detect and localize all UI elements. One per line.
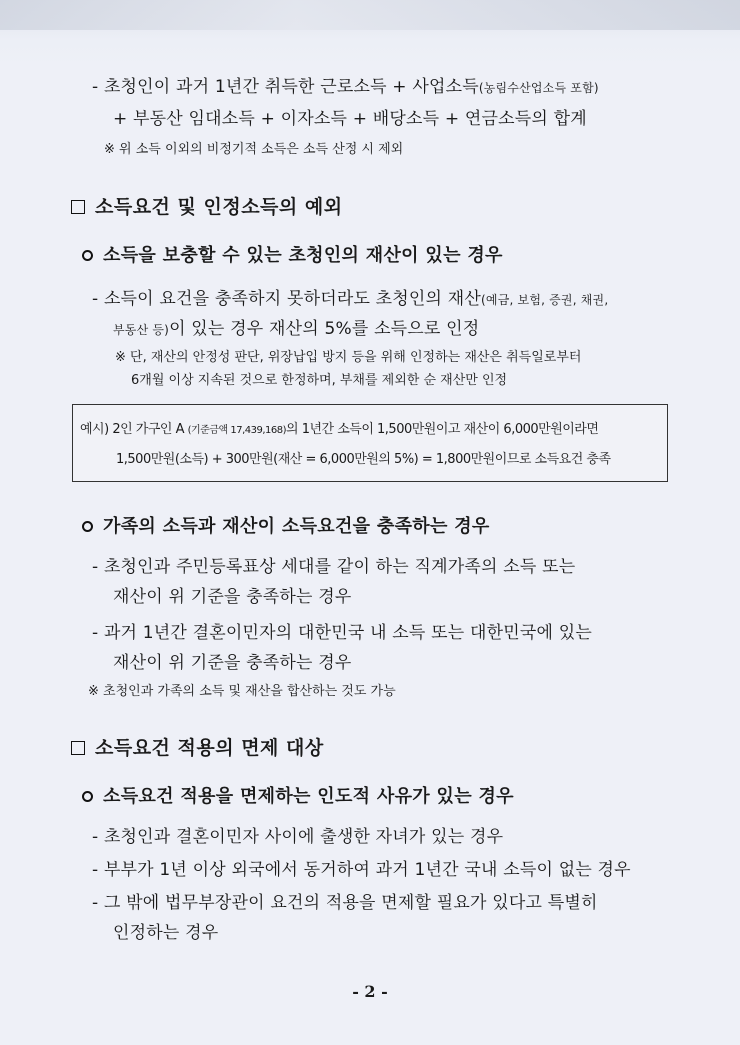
asset-types-paren-cont: 부동산 등) — [113, 323, 170, 337]
circle-bullet-icon — [82, 791, 93, 802]
income-definition-paren: (농림수산업소득 포함) — [478, 81, 599, 95]
exemption-bullet-abroad: - 부부가 1년 이상 외국에서 동거하여 과거 1년간 국내 소득이 없는 경우 — [92, 860, 631, 880]
asset-types-paren: (예금, 보험, 증권, 채권, — [481, 293, 609, 307]
subheading-humanitarian — [82, 782, 514, 808]
example-line1 — [80, 418, 598, 437]
asset-note-line1: ※ 단, 재산의 안정성 판단, 위장납입 방지 등을 위해 인정하는 재산은 취득일로부터 — [115, 350, 582, 365]
example-base-amount: (기준금액 17,439,168) — [187, 425, 287, 436]
asset-note-line2: 6개월 이상 지속된 것으로 한정하며, 부채를 제외한 순 재산만 인정 — [131, 373, 508, 388]
checkbox-square-icon — [71, 200, 85, 214]
circle-bullet-icon — [82, 250, 93, 261]
income-exclusion-note: ※ 위 소득 이외의 비정기적 소득은 소득 산정 시 제외 — [104, 142, 404, 157]
asset-bullet-line2 — [113, 314, 479, 339]
combine-note: ※ 초청인과 가족의 소득 및 재산을 합산하는 것도 가능 — [88, 684, 396, 699]
section-heading-text: 소득요건 및 인정소득의 예외 — [95, 196, 343, 218]
subheading-family-income — [82, 512, 490, 538]
exemption-bullet-child: - 초청인과 결혼이민자 사이에 출생한 자녀가 있는 경우 — [92, 827, 504, 847]
subheading-text: 소득요건 적용을 면제하는 인도적 사유가 있는 경우 — [103, 786, 514, 807]
checkbox-square-icon — [71, 741, 85, 755]
section-heading-text: 소득요건 적용의 면제 대상 — [95, 737, 324, 759]
example-text-cont: 의 1년간 소득이 1,500만원이고 재산이 6,000만원이라면 — [286, 422, 599, 437]
example-line2: 1,500만원(소득) + 300만원(재산 = 6,000만원의 5%) = 1,800만원이므로 소득요건 충족 — [116, 452, 611, 467]
income-definition-line2: + 부동산 임대소득 + 이자소득 + 배당소득 + 연금소득의 합계 — [113, 109, 587, 129]
example-text: 예시) 2인 가구인 A — [80, 422, 188, 437]
exemption-bullet-minister-line1: - 그 밖에 법무부장관이 요건의 적용을 면제할 필요가 있다고 특별히 — [92, 893, 598, 913]
example-box — [72, 404, 668, 482]
scan-edge — [0, 0, 740, 30]
asset-bullet-line1 — [92, 284, 608, 309]
page-number: - 2 - — [352, 982, 388, 1001]
subheading-asset-supplement — [82, 241, 503, 267]
family-bullet-line1: - 초청인과 주민등록표상 세대를 같이 하는 직계가족의 소득 또는 — [92, 557, 576, 577]
family-bullet-line2: 재산이 위 기준을 충족하는 경우 — [113, 587, 352, 607]
exemption-bullet-minister-line2: 인정하는 경우 — [113, 923, 219, 943]
asset-bullet-text-cont: 이 있는 경우 재산의 5%를 소득으로 인정 — [169, 319, 480, 339]
spouse-bullet-line1: - 과거 1년간 결혼이민자의 대한민국 내 소득 또는 대한민국에 있는 — [92, 623, 592, 643]
subheading-text: 소득을 보충할 수 있는 초청인의 재산이 있는 경우 — [103, 245, 503, 266]
section-heading-exemptions — [71, 733, 324, 760]
circle-bullet-icon — [82, 521, 93, 532]
income-definition-line1 — [92, 72, 599, 97]
income-definition-text: - 초청인이 과거 1년간 취득한 근로소득 + 사업소득 — [92, 77, 479, 97]
asset-bullet-text: - 소득이 요건을 충족하지 못하더라도 초청인의 재산 — [92, 289, 482, 309]
spouse-bullet-line2: 재산이 위 기준을 충족하는 경우 — [113, 653, 352, 673]
section-heading-exceptions — [71, 192, 343, 219]
subheading-text: 가족의 소득과 재산이 소득요건을 충족하는 경우 — [103, 516, 490, 537]
